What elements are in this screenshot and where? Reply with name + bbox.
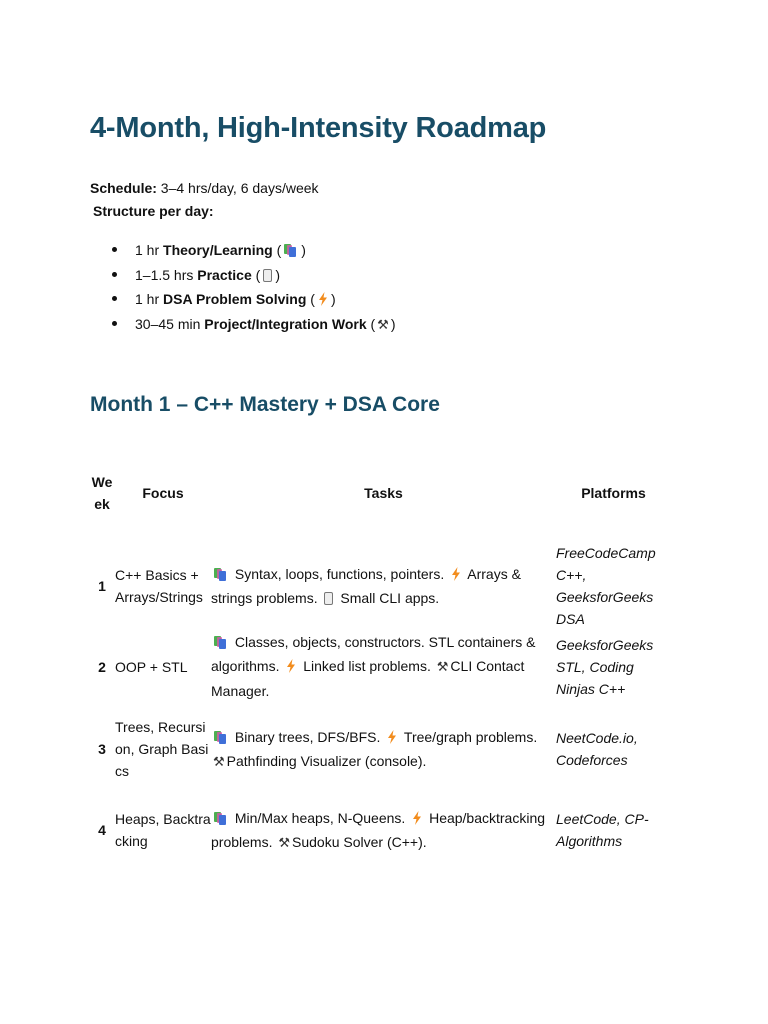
week-number: 2 (98, 658, 106, 675)
bullet (112, 296, 117, 301)
task-dsa: Heap/backtracking problems. (211, 809, 546, 850)
books-icon (214, 812, 228, 825)
focus-cell: C++ Basics + Arrays/Strings (115, 567, 203, 605)
tasks-cell (211, 703, 556, 795)
lightning-icon (387, 730, 397, 744)
schedule-line (90, 178, 319, 198)
daily-duration: 1–1.5 hrs (135, 266, 198, 283)
task-project: Pathfinding Visualizer (console). (226, 752, 427, 769)
task-theory: Syntax, loops, functions, pointers. (234, 566, 445, 582)
lightning-icon (286, 659, 296, 673)
paren-close: ) (275, 266, 280, 283)
week-number: 4 (98, 822, 106, 838)
daily-activity: DSA Problem Solving (163, 291, 307, 308)
task-theory: Classes, objects, constructors. STL containers & algorithms. (211, 634, 536, 674)
month1-table (90, 443, 671, 865)
platforms-cell: GeeksforGeeks STL, Coding Ninjas C++ (556, 636, 654, 697)
header-week: Week (91, 473, 113, 512)
table-row (90, 542, 671, 630)
table-row (90, 795, 671, 865)
daily-duration: 30–45 min (135, 315, 205, 332)
lightning-icon (451, 567, 461, 581)
task-project: Sudoku Solver (C++). (292, 833, 427, 850)
lightning-icon (318, 292, 328, 306)
bullet (112, 247, 117, 252)
books-icon (214, 568, 228, 581)
focus-cell: Trees, Recursion, Graph Basics (115, 719, 209, 779)
task-theory: Min/Max heaps, N-Queens. (234, 809, 406, 826)
tools-icon: ⚒ (278, 834, 291, 850)
schedule-value: 3–4 hrs/day, 6 days/week (156, 180, 319, 196)
month-heading: Month 1 – C++ Mastery + DSA Core (90, 393, 440, 416)
paren-open: ( (272, 242, 282, 258)
books-icon (214, 636, 228, 649)
phone-icon (263, 269, 272, 282)
tools-icon: ⚒ (377, 316, 389, 332)
list-item (112, 238, 396, 263)
page-title: 4-Month, High-Intensity Roadmap (90, 112, 547, 144)
platforms-cell: NeetCode.io, Codeforces (556, 730, 638, 768)
table-row (90, 703, 671, 795)
tasks-cell (211, 795, 556, 865)
books-icon (284, 244, 298, 257)
task-dsa: Tree/graph problems. (403, 728, 538, 745)
daily-duration: 1 hr (135, 242, 164, 258)
daily-structure-list (112, 238, 396, 336)
focus-cell: Heaps, Backtracking (115, 811, 211, 849)
header-platforms: Platforms (581, 484, 646, 501)
tasks-cell (211, 542, 556, 630)
header-tasks: Tasks (364, 484, 403, 501)
header-focus: Focus (142, 484, 184, 501)
paren-open: ( (366, 315, 376, 332)
schedule-label: Schedule: (90, 180, 157, 196)
tools-icon: ⚒ (436, 659, 449, 674)
daily-activity: Project/Integration Work (204, 315, 367, 332)
task-dsa: Linked list problems. (303, 658, 431, 674)
daily-activity: Theory/Learning (163, 242, 273, 258)
week-number: 1 (98, 578, 106, 594)
paren-open: ( (251, 266, 261, 283)
paren-close: ) (390, 315, 396, 332)
tasks-cell (211, 630, 556, 703)
week-number: 3 (98, 741, 106, 757)
structure-label: Structure per day: (93, 203, 214, 219)
phone-icon (324, 592, 333, 605)
bullet (112, 321, 117, 326)
platforms-cell: LeetCode, CP-Algorithms (556, 811, 649, 849)
task-project: CLI Contact Manager. (211, 658, 525, 699)
task-dsa: Arrays & strings problems. (211, 566, 521, 606)
platforms-cell: FreeCodeCamp C++, GeeksforGeeks DSA (556, 545, 656, 627)
bullet (112, 272, 117, 277)
tools-icon: ⚒ (213, 753, 225, 769)
list-item (112, 312, 396, 337)
list-item (112, 287, 396, 312)
task-theory: Binary trees, DFS/BFS. (234, 728, 381, 745)
daily-activity: Practice (197, 266, 252, 283)
daily-duration: 1 hr (135, 291, 164, 308)
table-row (90, 630, 671, 703)
table-header-row (90, 443, 671, 542)
paren-close: ) (301, 242, 306, 258)
paren-close: ) (330, 291, 336, 308)
list-item (112, 263, 396, 288)
task-project: Small CLI apps. (340, 590, 440, 606)
focus-cell: OOP + STL (115, 658, 188, 675)
paren-open: ( (306, 291, 315, 308)
books-icon (214, 731, 228, 744)
lightning-icon (412, 811, 422, 825)
